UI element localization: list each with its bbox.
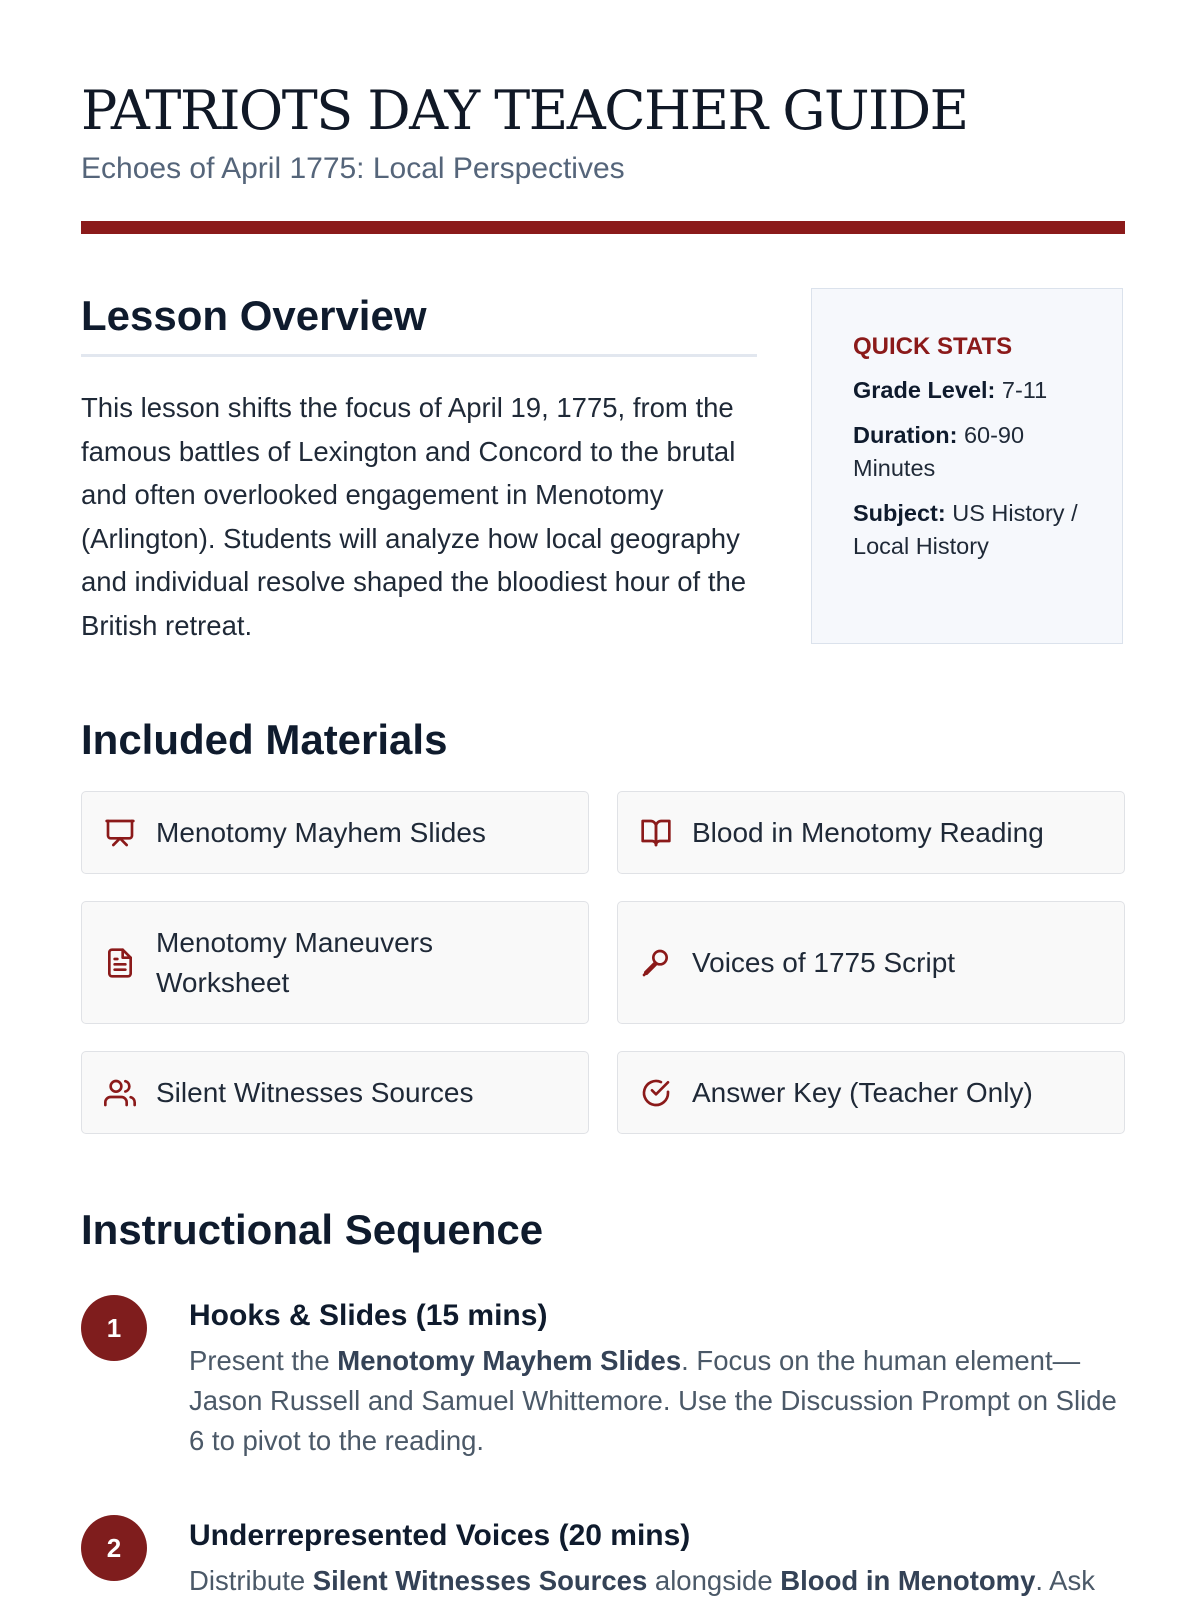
users-icon [104,1077,136,1109]
header-divider [81,221,1125,234]
overview-heading: Lesson Overview [81,292,427,339]
material-item-worksheet[interactable] [81,901,589,1024]
material-label: Voices of 1775 Script [692,946,956,978]
step-description: Distribute Silent Witnesses Sources alongside Blood in Menotomy. Ask [189,1565,1096,1596]
step-number-badge: 2 [81,1515,147,1581]
stat-label: Grade Level: [853,377,996,403]
step-title: Hooks & Slides (15 mins) [189,1299,548,1332]
stat-label: Duration: [853,422,958,448]
material-item-slides[interactable] [81,791,589,874]
step-number-badge: 1 [81,1295,147,1361]
overview-body: This lesson shifts the focus of April 19, 1775, from the famous battles of Lexington and Concord to the brutal and often overlooked engagement in Menotomy (Arlington). Students will analyze how local geography and individual resolve shaped the bloodiest hour of the British retreat. [81,392,747,641]
presentation-icon [104,817,136,849]
material-item-reading[interactable] [617,791,1125,874]
material-reference: Silent Witnesses Sources [312,1565,648,1596]
sequence-heading: Instructional Sequence [81,1206,544,1253]
material-label: Silent Witnesses Sources [156,1076,474,1108]
material-item-script[interactable] [617,901,1125,1024]
stat-value: 60-90 Minutes [853,422,1025,481]
material-reference: Menotomy Mayhem Slides [337,1345,682,1376]
material-item-answer-key[interactable] [617,1051,1125,1134]
microphone-icon [640,947,672,979]
step-description: Present the Menotomy Mayhem Slides. Focus on the human element—Jason Russell and Samuel Whittemore. Use the Discussion Prompt on Slide 6 to pivot to the reading. [189,1345,1117,1456]
materials-heading: Included Materials [81,716,448,763]
stat-duration [853,419,1082,485]
stat-value: 7-11 [1001,377,1048,403]
material-label: Answer Key (Teacher Only) [692,1076,1033,1108]
stat-subject [853,497,1082,563]
step-title: Underrepresented Voices (20 mins) [189,1519,691,1552]
material-item-sources[interactable] [81,1051,589,1134]
book-open-icon [640,817,672,849]
check-circle-icon [640,1077,672,1109]
overview-divider [81,354,757,357]
quick-stats-title: QUICK STATS [853,333,1013,360]
stat-grade-level [853,374,1082,407]
quick-stats-panel [811,288,1123,644]
material-reference: Blood in Menotomy [780,1565,1036,1596]
material-label: Menotomy Maneuvers Worksheet [156,926,434,998]
material-label: Menotomy Mayhem Slides [156,816,486,848]
stat-label: Subject: [853,500,946,526]
page-title: PATRIOTS DAY TEACHER GUIDE [81,79,968,142]
material-label: Blood in Menotomy Reading [692,816,1044,848]
stat-value: US History / Local History [853,500,1078,559]
document-icon [104,947,136,979]
page-subtitle: Echoes of April 1775: Local Perspectives [81,152,625,185]
